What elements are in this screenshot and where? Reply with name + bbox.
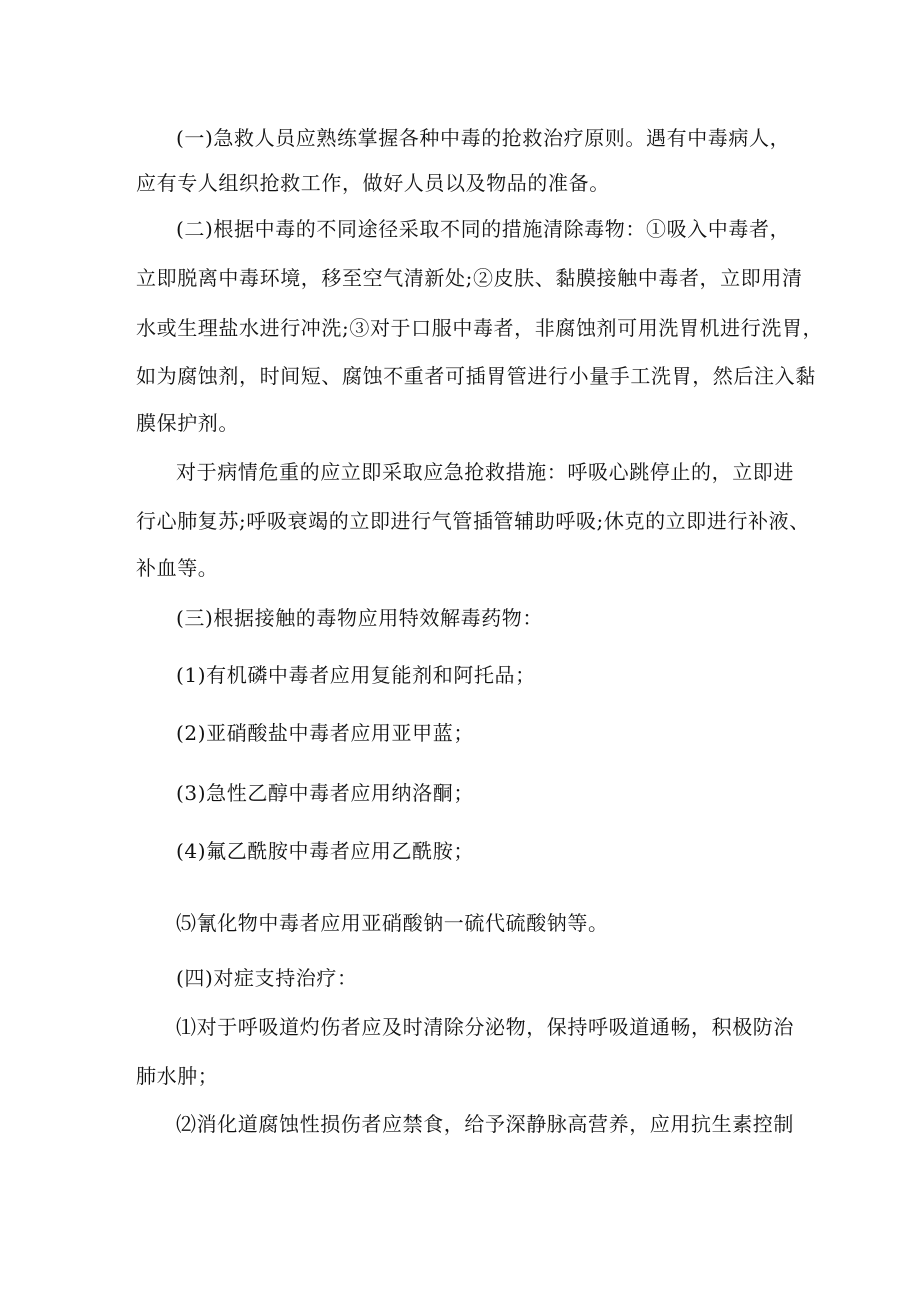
text-line: 膜保护剂。 <box>136 411 239 435</box>
text-line: 应有专人组织抢救工作，做好人员以及物品的准备。 <box>136 171 610 195</box>
text-line: (4)氟乙酰胺中毒者应用乙酰胺； <box>176 839 474 863</box>
text-line: 补血等。 <box>136 556 219 580</box>
text-line: ⑴对于呼吸道灼伤者应及时清除分泌物，保持呼吸道通畅，积极防治 <box>176 1015 794 1039</box>
text-line: (四)对症支持治疗： <box>176 966 358 990</box>
text-line: 立即脱离中毒环境，移至空气清新处;②皮肤、黏膜接触中毒者，立即用清 <box>136 266 803 290</box>
text-line: (一)急救人员应熟练掌握各种中毒的抢救治疗原则。遇有中毒病人， <box>176 126 791 150</box>
text-line: (二)根据中毒的不同途径采取不同的措施清除毒物：①吸入中毒者， <box>176 217 791 241</box>
text-line: 对于病情危重的应立即采取应急抢救措施：呼吸心跳停止的，立即进 <box>176 460 794 484</box>
text-line: 如为腐蚀剂，时间短、腐蚀不重者可插胃管进行小量手工洗胃，然后注入黏 <box>136 364 816 388</box>
text-line: (3)急性乙醇中毒者应用纳洛酮； <box>176 781 474 805</box>
text-line: (1)有机磷中毒者应用复能剂和阿托品； <box>176 663 536 687</box>
text-line: ⑸氰化物中毒者应用亚硝酸钠一硫代硫酸钠等。 <box>176 911 609 935</box>
text-line: 肺水肿； <box>136 1064 219 1088</box>
text-line: (2)亚硝酸盐中毒者应用亚甲蓝； <box>176 721 474 745</box>
text-line: 行心肺复苏;呼吸衰竭的立即进行气管插管辅助呼吸;休克的立即进行补液、 <box>136 509 810 533</box>
text-line: (三)根据接触的毒物应用特效解毒药物： <box>176 606 544 630</box>
text-line: ⑵消化道腐蚀性损伤者应禁食，给予深静脉高营养，应用抗生素控制 <box>176 1112 794 1136</box>
text-line: 水或生理盐水进行冲洗;③对于口服中毒者，非腐蚀剂可用洗胃机进行洗胃， <box>136 316 824 340</box>
